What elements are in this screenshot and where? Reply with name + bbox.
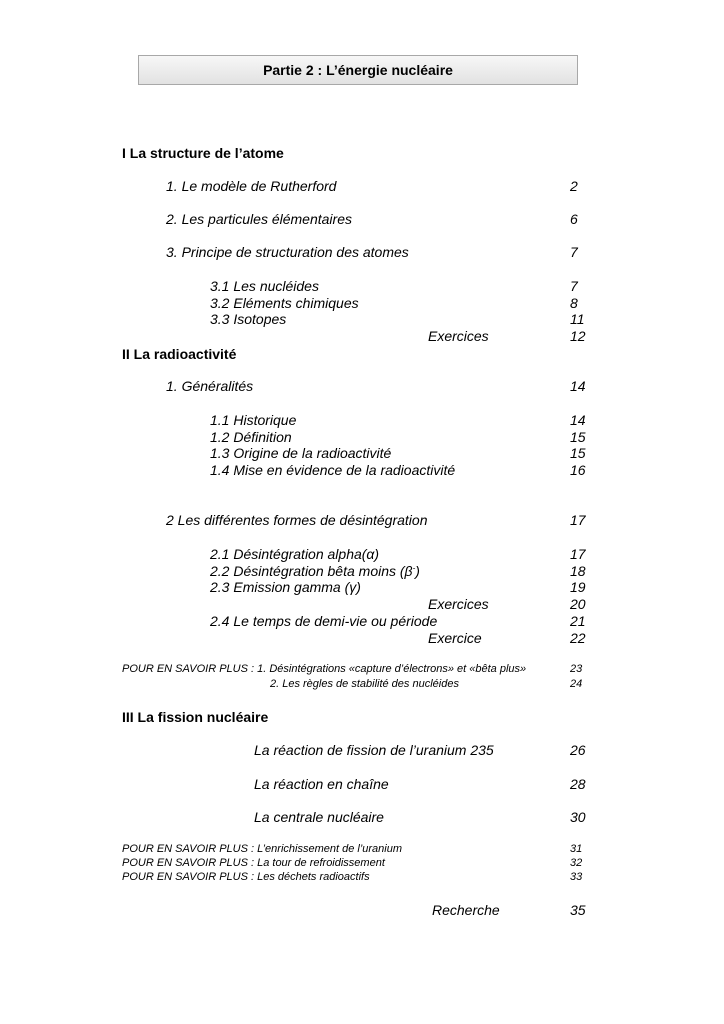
section-heading-3: III La fission nucléaire xyxy=(122,709,269,725)
exercises-label: Exercices xyxy=(428,328,489,344)
further-reading-label: POUR EN SAVOIR PLUS : L’enrichissement de l’uranium xyxy=(122,843,403,855)
toc-entry-label: 1. Le modèle de Rutherford xyxy=(166,178,337,194)
toc-entry-label: 3.2 Eléments chimiques xyxy=(210,295,359,311)
toc-entry-label: 3.3 Isotopes xyxy=(210,311,287,327)
toc-entry-page: 28 xyxy=(570,776,586,792)
research-label: Recherche xyxy=(432,902,500,918)
toc-entry-page: 18 xyxy=(570,563,586,579)
toc-entry-label: 3.1 Les nucléides xyxy=(210,278,319,294)
toc-entry-page: 19 xyxy=(570,579,586,595)
toc-entry-page: 8 xyxy=(570,295,578,311)
toc-entry-page: 21 xyxy=(570,613,586,629)
toc-entry-page: 6 xyxy=(570,211,578,227)
section-heading-1: I La structure de l’atome xyxy=(122,145,284,161)
toc-entry-page: 35 xyxy=(570,902,586,918)
toc-entry-page: 15 xyxy=(570,445,586,461)
toc-entry-page: 26 xyxy=(570,742,586,758)
toc-entry-label: La réaction en chaîne xyxy=(254,776,389,792)
toc-entry-label: 1.2 Définition xyxy=(210,429,292,445)
further-reading-page: 24 xyxy=(570,678,583,690)
exercises-label: Exercice xyxy=(428,630,482,646)
toc-entry-label: 1.1 Historique xyxy=(210,412,297,428)
further-reading-label: POUR EN SAVOIR PLUS : La tour de refroidissement xyxy=(122,857,385,869)
further-reading-label: 2. Les règles de stabilité des nucléides xyxy=(270,678,459,690)
further-reading-page: 33 xyxy=(570,871,583,883)
toc-entry-page: 12 xyxy=(570,328,586,344)
further-reading-label: POUR EN SAVOIR PLUS : Les déchets radioactifs xyxy=(122,871,370,883)
further-reading-page: 23 xyxy=(570,663,583,675)
toc-entry-page: 14 xyxy=(570,378,586,394)
superscript-minus: - xyxy=(412,563,416,573)
toc-entry-page: 30 xyxy=(570,809,586,825)
toc-entry-label: 2. Les particules élémentaires xyxy=(166,211,352,227)
toc-entry-page: 2 xyxy=(570,178,578,194)
toc-entry-page: 7 xyxy=(570,278,578,294)
toc-entry-page: 7 xyxy=(570,244,578,260)
toc-entry-label: 1.4 Mise en évidence de la radioactivité xyxy=(210,462,456,478)
toc-entry-label: La centrale nucléaire xyxy=(254,809,384,825)
toc-entry-label xyxy=(210,563,420,579)
toc-entry-label: 1.3 Origine de la radioactivité xyxy=(210,445,392,461)
toc-entry-page: 22 xyxy=(570,630,586,646)
toc-entry-label: 2.3 Emission gamma (γ) xyxy=(210,579,361,595)
toc-entry-label: 2 Les différentes formes de désintégration xyxy=(166,512,428,528)
section-heading-2: II La radioactivité xyxy=(122,346,237,362)
toc-entry-page: 17 xyxy=(570,512,586,528)
toc-entry-page: 20 xyxy=(570,596,586,612)
toc-entry-label: La réaction de fission de l’uranium 235 xyxy=(254,742,494,758)
toc-entry-label: 3. Principe de structuration des atomes xyxy=(166,244,409,260)
closing-paren: ) xyxy=(415,563,420,579)
toc-entry-label: 1. Généralités xyxy=(166,378,254,394)
further-reading-label: POUR EN SAVOIR PLUS : 1. Désintégrations «capture d’électrons» et «bêta plus» xyxy=(122,663,527,675)
further-reading-page: 32 xyxy=(570,857,583,869)
toc-entry-page: 17 xyxy=(570,546,586,562)
toc-entry-page: 14 xyxy=(570,412,586,428)
toc-entry-label: 2.4 Le temps de demi-vie ou période xyxy=(210,613,438,629)
further-reading-page: 31 xyxy=(570,843,583,855)
page-title: Partie 2 : L’énergie nucléaire xyxy=(138,55,578,85)
toc-entry-text: 2.2 Désintégration bêta moins (β xyxy=(210,563,413,579)
exercises-label: Exercices xyxy=(428,596,489,612)
toc-entry-page: 15 xyxy=(570,429,586,445)
toc-entry-page: 11 xyxy=(570,311,585,327)
toc-entry-page: 16 xyxy=(570,462,586,478)
toc-entry-label: 2.1 Désintégration alpha(α) xyxy=(210,546,380,562)
